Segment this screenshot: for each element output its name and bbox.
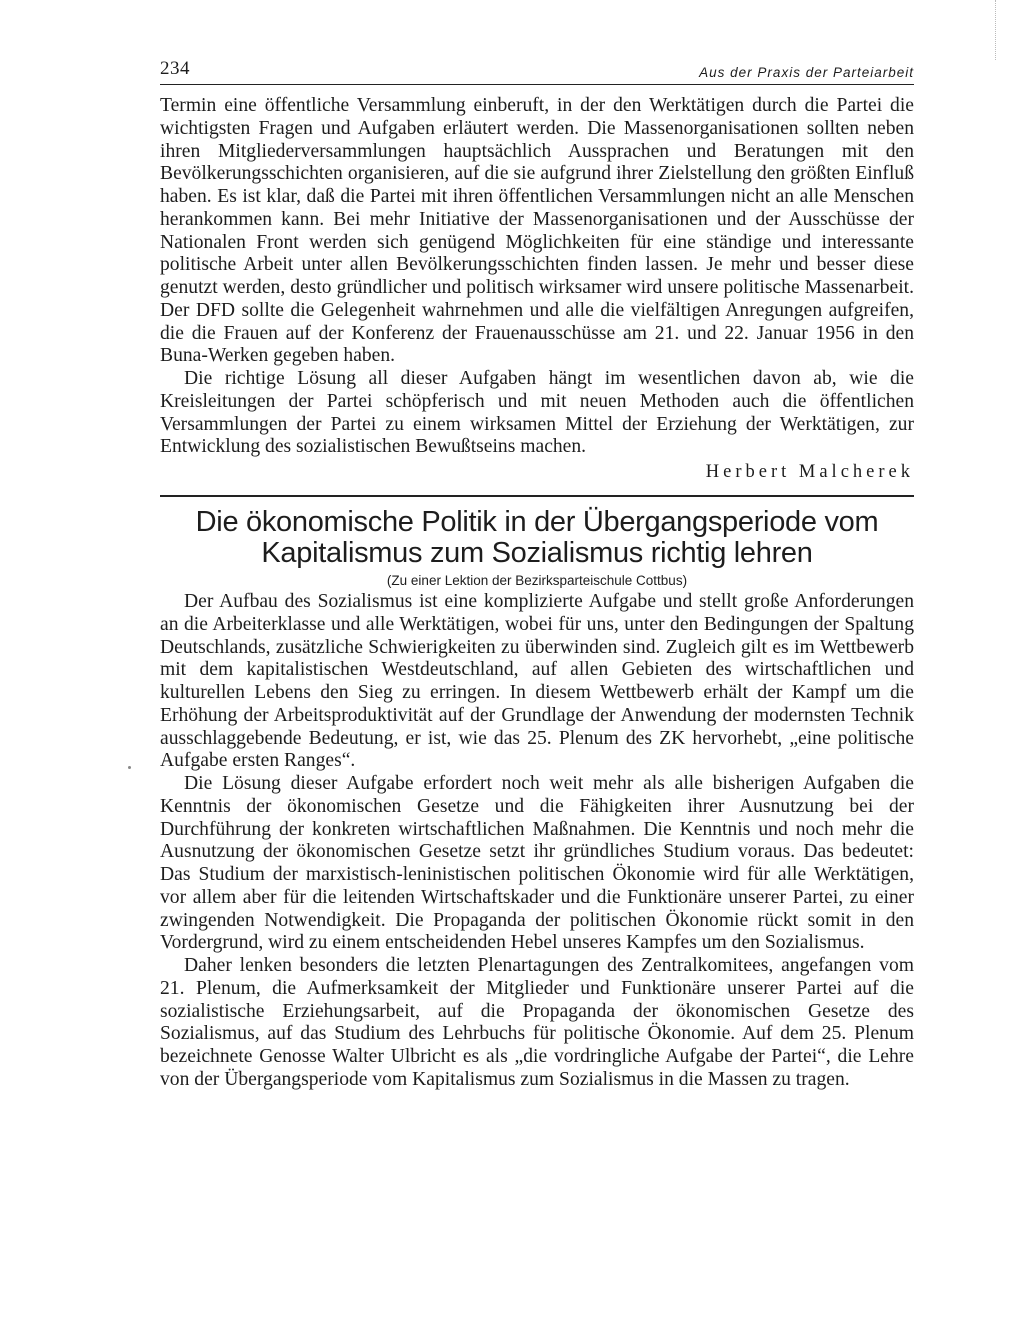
- margin-speck: [128, 766, 131, 769]
- paragraph: Termin eine öffentliche Versammlung einberuft, in der den Werktätigen durch die Partei die wichtigsten Fragen und Aufgaben erläutert werden. Die Massenorganisationen sollten neben ihren Mitgliederversammlungen hauptsächlich Aussprachen und Beratungen mit den Bevölkerungsschichten organisieren, auf die sie aufgrund ihrer Zielstellung den größten Einfluß haben. Es ist klar, daß die Partei mit ihren öffentlichen Versammlungen nicht an alle Menschen herankommen kann. Bei mehr Initiative der Massenorganisationen und der Ausschüsse der Nationalen Front werden sich genügend Möglichkeiten für eine ständige und interessante politische Arbeit unter allen Bevölkerungsschichten finden lassen. Je mehr und besser diese genutzt werden, desto gründlicher und politisch wirksamer wird unsere politische Massenarbeit. Der DFD sollte die Gelegenheit wahrnehmen und alle die vielfältigen Anregungen aufgreifen, die die Frauen auf der Konferenz der Frauenausschüsse am 21. und 22. Januar 1956 in den Buna-Werken gegeben haben.: [160, 95, 914, 367]
- article-title: [160, 507, 914, 569]
- paragraph: Der Aufbau des Sozialismus ist eine komplizierte Aufgabe und stellt große Anforderungen an die Arbeiterklasse und alle Werktätigen, wobei für uns, unter den Bedingungen der Spaltung Deutschlands, zusätzliche Schwierigkeiten zu überwinden sind. Zugleich gilt es im Wettbewerb mit dem kapitalistischen Westdeutschland, auf allen Gebieten des wirtschaftlichen und kulturellen Lebens den Sieg zu erringen. In diesem Wettbewerb erhält der Kampf um die Erhöhung der Arbeitsproduktivität auf der Grundlage der Anwendung der modernsten Technik ausschlaggebende Bedeutung, er ist, wie das 25. Plenum des ZK hervorhebt, „eine politische Aufgabe ersten Ranges“.: [160, 591, 914, 772]
- paragraph: Daher lenken besonders die letzten Plenartagungen des Zentralkomitees, angefangen vom 21. Plenum, die Aufmerksamkeit der Mitglieder und Funktionäre unserer Partei auf die sozialistische Erziehungsarbeit, auf die Propaganda der ökonomischen Gesetze des Sozialismus, auf das Studium des Lehrbuchs für politische Ökonomie. Auf dem 25. Plenum bezeichnete Genosse Walter Ulbricht es als „die vordringliche Aufgabe der Partei“, die Lehre von der Übergangsperiode vom Kapitalismus zum Sozialismus in die Massen zu tragen.: [160, 955, 914, 1090]
- author-signature: Herbert Malcherek: [705, 462, 914, 482]
- title-line-2: Kapitalismus zum Sozialismus richtig lehren: [261, 537, 813, 569]
- page-header: [160, 58, 914, 85]
- title-line-1: Die ökonomische Politik in der Übergangsperiode vom: [195, 506, 879, 538]
- paragraph: Die richtige Lösung all dieser Aufgaben hängt im wesentlichen davon ab, wie die Kreisleitungen der Partei schöpferisch und mit neuen Methoden auch die öffentlichen Versammlungen der Partei zu einem wirksamen Mittel der Erziehung der Werktätigen, zur Entwicklung des sozialistischen Bewußtseins machen.: [160, 368, 914, 458]
- page-edge-mark: [995, 0, 998, 60]
- running-head: Aus der Praxis der Parteiarbeit: [699, 65, 914, 80]
- article-divider: [160, 495, 914, 497]
- book-page: [160, 58, 914, 1092]
- previous-article-end: [160, 95, 914, 484]
- paragraph: Die Lösung dieser Aufgabe erfordert noch weit mehr als alle bisherigen Aufgaben die Kenntnis der ökonomischen Gesetze und die Fähigkeiten ihrer Ausnutzung bei der Durchführung der konkreten wirtschaftlichen Maßnahmen. Die Kenntnis und noch mehr die Ausnutzung der ökonomischen Gesetze setzt ihr gründliches Studium voraus. Das bedeutet: Das Studium der marxistisch-leninistischen politischen Ökonomie wird für alle Werktätigen, vor allem aber für die leitenden Wirtschaftskader und die Funktionäre unserer Partei, zu einer zwingenden Notwendigkeit. Die Propaganda der politischen Ökonomie rückt somit in den Vordergrund, wird zu einem entscheidenden Hebel unseres Kampfes um den Sozialismus.: [160, 773, 914, 954]
- page-number: 234: [160, 58, 190, 79]
- article-subtitle: (Zu einer Lektion der Bezirksparteischule Cottbus): [386, 573, 688, 588]
- article: [160, 507, 914, 1092]
